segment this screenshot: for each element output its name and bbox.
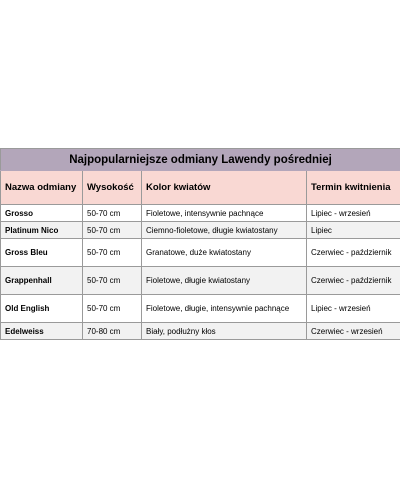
column-header-bloom-period: Termin kwitnienia xyxy=(307,171,400,205)
table-row xyxy=(1,239,400,267)
cell-bloom-period: Czerwiec - październik xyxy=(307,239,400,267)
column-header-flower-color: Kolor kwiatów xyxy=(142,171,307,205)
table-title-row xyxy=(1,149,400,171)
cell-variety-name: Edelweiss xyxy=(1,323,83,340)
cell-variety-name: Grosso xyxy=(1,205,83,222)
cell-variety-name: Old English xyxy=(1,295,83,323)
cell-height: 50-70 cm xyxy=(83,295,142,323)
lavender-varieties-table xyxy=(0,148,400,340)
table-row xyxy=(1,323,400,340)
cell-variety-name: Gross Bleu xyxy=(1,239,83,267)
cell-height: 50-70 cm xyxy=(83,239,142,267)
cell-height: 50-70 cm xyxy=(83,222,142,239)
table-header-row xyxy=(1,171,400,205)
cell-bloom-period: Czerwiec - październik xyxy=(307,267,400,295)
cell-bloom-period: Czerwiec - wrzesień xyxy=(307,323,400,340)
table-row xyxy=(1,222,400,239)
column-header-height: Wysokość xyxy=(83,171,142,205)
table-title: Najpopularniejsze odmiany Lawendy pośredniej xyxy=(1,149,400,171)
cell-flower-color: Ciemno-fioletowe, długie kwiatostany xyxy=(142,222,307,239)
cell-bloom-period: Lipiec xyxy=(307,222,400,239)
cell-variety-name: Grappenhall xyxy=(1,267,83,295)
cell-variety-name: Platinum Nico xyxy=(1,222,83,239)
cell-flower-color: Fioletowe, intensywnie pachnące xyxy=(142,205,307,222)
column-header-name: Nazwa odmiany xyxy=(1,171,83,205)
varieties-table-container xyxy=(0,148,400,340)
table-row xyxy=(1,205,400,222)
cell-flower-color: Fioletowe, długie kwiatostany xyxy=(142,267,307,295)
table-row xyxy=(1,295,400,323)
cell-flower-color: Biały, podłużny kłos xyxy=(142,323,307,340)
cell-height: 50-70 cm xyxy=(83,205,142,222)
cell-flower-color: Fioletowe, długie, intensywnie pachnące xyxy=(142,295,307,323)
cell-bloom-period: Lipiec - wrzesień xyxy=(307,205,400,222)
cell-height: 70-80 cm xyxy=(83,323,142,340)
cell-flower-color: Granatowe, duże kwiatostany xyxy=(142,239,307,267)
table-row xyxy=(1,267,400,295)
cell-bloom-period: Lipiec - wrzesień xyxy=(307,295,400,323)
cell-height: 50-70 cm xyxy=(83,267,142,295)
